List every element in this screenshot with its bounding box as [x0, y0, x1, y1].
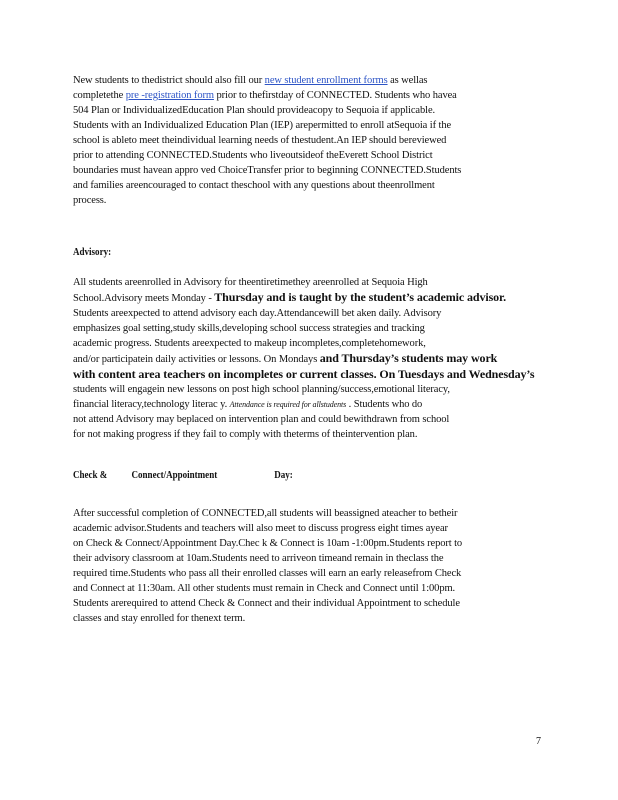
advisory-line-6 — [73, 351, 547, 367]
pre-registration-form-link[interactable]: pre -registration form — [125, 90, 214, 101]
intro-line-6: prior to attending CONNECTED.Students who liveoutsideof theEverett School District — [73, 150, 433, 161]
advisory-heading: Advisory: — [73, 246, 112, 258]
check-connect-section — [73, 468, 547, 482]
check-connect-line-1: After successful completion of CONNECTED,all students will beassigned ateacher to betheir — [73, 508, 458, 519]
advisory-line-1: All students areenrolled in Advisory for theentiretimethey areenrolled at Sequoia High — [73, 277, 428, 288]
advisory-emphasis-text: and Thursday’s students may work — [319, 351, 498, 365]
check-connect-line-3: on Check & Connect/Appointment Day.Chec k & Connect is 10am -1:00pm.Students report to — [73, 538, 463, 549]
check-connect-paragraph — [73, 506, 547, 626]
intro-line-1 — [73, 73, 547, 88]
check-connect-line-4: their advisory classroom at 10am.Students need to arriveon timeand remain in theclass the — [73, 553, 444, 564]
check-connect-line-7: Students arerequired to attend Check & Connect and their individual Appointment to schedule — [73, 598, 460, 609]
intro-text: New students to thedistrict should also fill our — [73, 75, 263, 86]
advisory-text: School.Advisory meets Monday - — [73, 293, 212, 304]
check-connect-line-5: required time.Students who pass all their enrolled classes will earn an early releasefrom Check — [73, 568, 462, 579]
advisory-line-7: with content area teachers on incompletes or current classes. On Tuesdays and Wednesday’s — [73, 367, 535, 381]
new-student-enrollment-forms-link[interactable]: new student enrollment forms — [264, 75, 388, 86]
advisory-line-3: Students areexpected to attend advisory each day.Attendancewill bet aken daily. Advisory — [73, 308, 442, 319]
check-connect-line-2: academic advisor.Students and teachers will also meet to discuss progress eight times ayear — [73, 523, 448, 534]
intro-line-7: boundaries must havean appro ved ChoiceTransfer prior to beginning CONNECTED.Students — [73, 165, 462, 176]
check-connect-line-8: classes and stay enrolled for thenext term. — [73, 613, 246, 624]
advisory-section — [73, 245, 547, 259]
advisory-text: financial literacy,technology literac y. — [73, 399, 228, 410]
intro-line-3: 504 Plan or IndividualizedEducation Plan should provideacopy to Sequoia if applicable. — [73, 105, 436, 116]
heading-part: Connect/Appointment — [131, 469, 218, 481]
advisory-line-10: not attend Advisory may beplaced on intervention plan and could bewithdrawn from school — [73, 414, 450, 425]
advisory-paragraph — [73, 275, 547, 442]
advisory-text: . Students who do — [348, 399, 423, 410]
advisory-line-2 — [73, 290, 547, 306]
heading-part: Day: — [274, 469, 293, 481]
check-connect-heading — [73, 468, 462, 482]
advisory-line-5: academic progress. Students areexpected to makeup incompletes,completehomework, — [73, 338, 426, 349]
advisory-line-8: students will engagein new lessons on post high school planning/success,emotional literacy, — [73, 384, 450, 395]
attendance-note: Attendance is required for allstudents — [229, 400, 347, 409]
advisory-emphasis-text: Thursday and is taught by the student’s academic advisor. — [214, 290, 507, 304]
page-number: 7 — [536, 736, 541, 747]
intro-text: prior to thefirstday of CONNECTED. Students who havea — [216, 90, 457, 101]
advisory-text: and/or participatein daily activities or lessons. On Mondays — [73, 354, 318, 365]
intro-text: completethe — [73, 90, 124, 101]
intro-line-8: and families areencouraged to contact theschool with any questions about theenrollment — [73, 180, 435, 191]
intro-line-5: school is ableto meet theindividual learning needs of thestudent.An IEP should bereviewed — [73, 135, 447, 146]
intro-line-4: Students with an Individualized Education Plan (IEP) arepermitted to enroll atSequoia if the — [73, 120, 452, 131]
advisory-line-9 — [73, 397, 547, 412]
advisory-line-11: for not making progress if they fail to comply with theterms of theintervention plan. — [73, 429, 418, 440]
intro-line-9: process. — [73, 195, 107, 206]
heading-part: Check & — [73, 469, 108, 481]
advisory-line-4: emphasizes goal setting,study skills,developing school success strategies and tracking — [73, 323, 425, 334]
intro-text: as wellas — [390, 75, 428, 86]
check-connect-line-6: and Connect at 11:30am. All other students must remain in Check and Connect until 1:00pm. — [73, 583, 456, 594]
intro-paragraph — [73, 73, 547, 208]
intro-line-2 — [73, 88, 547, 103]
